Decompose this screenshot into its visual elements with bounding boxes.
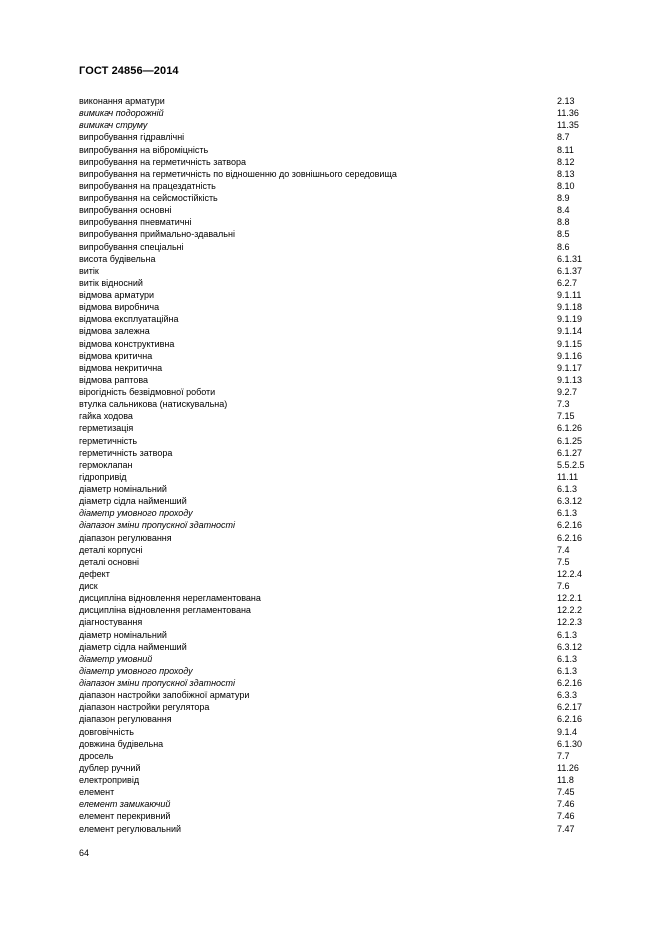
index-term: відмова некритична	[79, 362, 163, 373]
index-reference: 6.1.26	[557, 423, 583, 434]
index-entry	[79, 459, 599, 471]
index-reference: 6.1.37	[557, 265, 583, 276]
index-entry	[79, 798, 599, 810]
index-reference: 7.46	[557, 811, 575, 822]
index-reference: 11.26	[557, 762, 579, 773]
index-term: діаметр сідла найменший	[79, 496, 187, 507]
index-reference: 7.47	[557, 823, 575, 834]
index-term: відмова виробнича	[79, 302, 160, 313]
index-reference: 8.8	[557, 217, 570, 228]
index-term: дисципліна відновлення регламентована	[79, 605, 251, 616]
index-reference: 6.2.16	[557, 678, 583, 688]
index-reference: 8.7	[557, 132, 570, 143]
index-entry	[79, 180, 599, 192]
index-reference: 6.1.3	[557, 665, 578, 676]
index-reference: 6.1.3	[557, 508, 578, 519]
index-term: вимикач струму	[79, 120, 148, 131]
index-reference: 8.9	[557, 193, 570, 203]
index-entry	[79, 823, 599, 835]
index-entry	[79, 398, 599, 410]
index-entry	[79, 495, 599, 507]
index-reference: 11.11	[557, 471, 579, 482]
index-reference: 7.4	[557, 544, 570, 555]
index-term: випробування на віброміцність	[79, 144, 209, 155]
index-term: виконання арматури	[79, 96, 165, 106]
index-reference: 9.1.16	[557, 350, 583, 361]
index-entry	[79, 532, 599, 544]
index-entry	[79, 228, 599, 240]
index-reference: 9.1.11	[557, 290, 582, 300]
index-term: довговічність	[79, 726, 134, 737]
index-entry	[79, 483, 599, 495]
index-entry	[79, 774, 599, 786]
index-entry	[79, 301, 599, 313]
index-reference: 6.3.12	[557, 496, 583, 507]
index-term: діаметр номінальний	[79, 629, 167, 640]
index-entry	[79, 325, 599, 337]
index-reference: 6.3.3	[557, 690, 578, 701]
term-index-list	[79, 95, 599, 835]
index-term: діаметр умовного проходу	[79, 665, 193, 676]
index-term: відмова конструктивна	[79, 338, 175, 349]
index-reference: 6.3.12	[557, 641, 583, 652]
index-term: дросель	[79, 750, 114, 761]
index-reference: 6.1.3	[557, 653, 578, 664]
index-term: деталі корпусні	[79, 544, 143, 555]
index-term: діаметр умовного проходу	[79, 508, 193, 519]
index-reference: 7.3	[557, 399, 570, 410]
index-term: елемент регулювальний	[79, 823, 181, 834]
index-entry	[79, 641, 599, 653]
document-header: ГОСТ 24856—2014	[79, 65, 179, 77]
index-reference: 7.7	[557, 750, 570, 761]
index-entry	[79, 422, 599, 434]
index-entry	[79, 253, 599, 265]
index-reference: 8.5	[557, 229, 570, 240]
index-term: втулка сальникова (натискувальна)	[79, 399, 228, 410]
index-reference: 8.4	[557, 205, 570, 216]
index-reference: 7.6	[557, 581, 570, 591]
index-entry	[79, 289, 599, 301]
index-reference: 9.2.7	[557, 387, 578, 397]
index-reference: 9.1.19	[557, 314, 583, 325]
index-term: випробування спеціальні	[79, 241, 184, 252]
index-reference: 2.13	[557, 96, 575, 106]
index-entry	[79, 107, 599, 119]
index-reference: 6.1.31	[557, 253, 583, 264]
index-reference: 9.1.13	[557, 374, 583, 385]
index-reference: 7.5	[557, 556, 570, 567]
index-term: деталі основні	[79, 556, 139, 567]
index-reference: 6.2.16	[557, 714, 583, 725]
index-term: діапазон зміни пропускної здатності	[79, 678, 236, 688]
index-entry	[79, 689, 599, 701]
index-reference: 12.2.3	[557, 617, 583, 628]
index-reference: 11.8	[557, 775, 574, 785]
index-entry	[79, 265, 599, 277]
index-term: діаметр номінальний	[79, 484, 167, 494]
index-term: герметичність затвора	[79, 447, 173, 458]
index-term: діапазон настройки запобіжної арматури	[79, 690, 250, 701]
index-entry	[79, 677, 599, 689]
index-entry	[79, 810, 599, 822]
index-reference: 6.1.27	[557, 447, 583, 458]
index-entry	[79, 786, 599, 798]
index-reference: 12.2.2	[557, 605, 583, 616]
index-term: випробування на герметичність затвора	[79, 156, 246, 167]
index-reference: 8.13	[557, 168, 575, 179]
index-entry	[79, 616, 599, 628]
index-reference: 9.1.17	[557, 362, 583, 373]
index-reference: 7.15	[557, 411, 575, 422]
index-term: диск	[79, 581, 98, 591]
index-entry	[79, 507, 599, 519]
index-entry	[79, 629, 599, 641]
index-term: випробування гідравлічні	[79, 132, 185, 143]
index-reference: 6.1.30	[557, 738, 583, 749]
index-reference: 7.46	[557, 799, 575, 810]
index-term: діаметр умовний	[79, 653, 153, 664]
index-term: електропривід	[79, 775, 140, 785]
index-entry	[79, 580, 599, 592]
index-term: вірогідність безвідмовної роботи	[79, 387, 216, 397]
index-entry	[79, 350, 599, 362]
index-term: герметизація	[79, 423, 134, 434]
index-term: випробування основні	[79, 205, 172, 216]
index-term: елемент	[79, 787, 115, 798]
index-term: випробування пневматичні	[79, 217, 192, 228]
index-term: діапазон регулювання	[79, 714, 172, 725]
index-term: гідропривід	[79, 471, 127, 482]
index-entry	[79, 386, 599, 398]
index-entry	[79, 519, 599, 531]
index-reference: 8.12	[557, 156, 575, 167]
index-entry	[79, 713, 599, 725]
index-reference: 6.1.3	[557, 484, 578, 494]
index-entry	[79, 665, 599, 677]
index-term: випробування на сейсмостійкість	[79, 193, 218, 203]
index-entry	[79, 762, 599, 774]
index-reference: 6.2.16	[557, 520, 583, 531]
index-reference: 11.36	[557, 108, 579, 119]
index-reference: 8.11	[557, 144, 574, 155]
index-entry	[79, 192, 599, 204]
index-entry	[79, 726, 599, 738]
index-reference: 9.1.4	[557, 726, 578, 737]
index-term: діапазон регулювання	[79, 532, 172, 543]
index-entry	[79, 701, 599, 713]
index-entry	[79, 119, 599, 131]
index-term: випробування на працездатність	[79, 180, 216, 191]
index-reference: 9.1.15	[557, 338, 583, 349]
index-entry	[79, 277, 599, 289]
index-entry	[79, 204, 599, 216]
index-reference: 8.10	[557, 180, 575, 191]
index-reference: 11.35	[557, 120, 579, 131]
index-entry	[79, 592, 599, 604]
index-entry	[79, 556, 599, 568]
index-term: випробування приймально-здавальні	[79, 229, 235, 240]
index-term: відмова раптова	[79, 374, 149, 385]
index-term: діагностування	[79, 617, 143, 628]
index-term: вимикач подорожній	[79, 108, 164, 119]
index-entry	[79, 653, 599, 665]
index-reference: 9.1.18	[557, 302, 583, 313]
index-reference: 6.1.3	[557, 629, 578, 640]
index-entry	[79, 374, 599, 386]
index-term: довжина будівельна	[79, 738, 164, 749]
index-term: відмова залежна	[79, 326, 150, 337]
index-term: гайка ходова	[79, 411, 133, 422]
page-number: 64	[79, 848, 90, 858]
index-reference: 8.6	[557, 241, 570, 252]
index-reference: 12.2.1	[557, 593, 583, 604]
index-entry	[79, 750, 599, 762]
index-term: герметичність	[79, 435, 138, 446]
index-entry	[79, 168, 599, 180]
index-reference: 5.5.2.5	[557, 459, 585, 470]
index-term: діапазон настройки регулятора	[79, 702, 210, 713]
index-reference: 7.45	[557, 787, 575, 798]
index-entry	[79, 447, 599, 459]
index-reference: 6.2.16	[557, 532, 583, 543]
index-entry	[79, 410, 599, 422]
index-term: витік відносний	[79, 277, 143, 288]
index-entry	[79, 95, 599, 107]
index-entry	[79, 568, 599, 580]
index-term: випробування на герметичність по відношенню до зовнішнього середовища	[79, 168, 397, 179]
index-term: діапазон зміни пропускної здатності	[79, 520, 236, 531]
index-entry	[79, 435, 599, 447]
index-entry	[79, 604, 599, 616]
index-term: дефект	[79, 568, 110, 579]
index-reference: 6.1.25	[557, 435, 583, 446]
index-term: дисципліна відновлення нерегламентована	[79, 593, 261, 604]
index-term: елемент перекривний	[79, 811, 171, 822]
index-term: дублер ручний	[79, 762, 141, 773]
index-entry	[79, 313, 599, 325]
index-reference: 9.1.14	[557, 326, 583, 337]
index-term: відмова критична	[79, 350, 153, 361]
index-term: висота будівельна	[79, 253, 156, 264]
index-term: витік	[79, 265, 99, 276]
index-term: відмова експлуатаційна	[79, 314, 179, 325]
index-entry	[79, 338, 599, 350]
index-term: гермоклапан	[79, 459, 133, 470]
index-term: діаметр сідла найменший	[79, 641, 187, 652]
index-term: елемент замикаючий	[79, 799, 171, 810]
index-reference: 6.2.7	[557, 277, 578, 288]
index-entry	[79, 131, 599, 143]
index-reference: 12.2.4	[557, 568, 583, 579]
index-entry	[79, 144, 599, 156]
index-entry	[79, 241, 599, 253]
index-entry	[79, 471, 599, 483]
index-entry	[79, 738, 599, 750]
index-term: відмова арматури	[79, 290, 155, 300]
index-entry	[79, 216, 599, 228]
index-entry	[79, 544, 599, 556]
index-reference: 6.2.17	[557, 702, 583, 713]
index-entry	[79, 156, 599, 168]
index-entry	[79, 362, 599, 374]
